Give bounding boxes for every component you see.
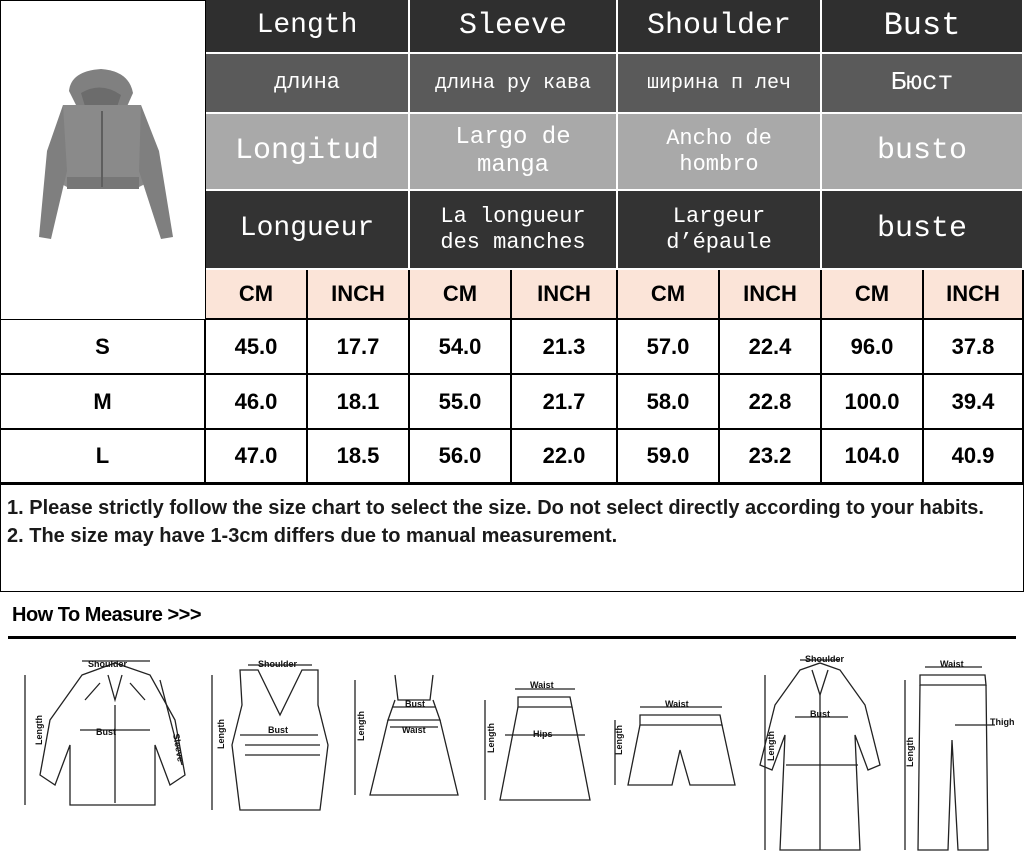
unit-header-1: INCH <box>308 270 410 320</box>
label-waist-3: Waist <box>402 725 426 735</box>
header-row3-col-1: Largo de manga <box>410 114 618 191</box>
label-length-1: Length <box>34 715 44 745</box>
unit-header-3: INCH <box>512 270 618 320</box>
header-row2-col-0: длина <box>206 54 410 114</box>
header-row4-col-2: Largeur d’épaule <box>618 191 822 270</box>
size-value-cell: 100.0 <box>822 375 924 430</box>
size-value-cell: 54.0 <box>410 320 512 375</box>
size-value-cell: 47.0 <box>206 430 308 484</box>
unit-header-4: CM <box>618 270 720 320</box>
label-length-5: Length <box>614 725 624 755</box>
label-waist-5: Waist <box>665 699 689 709</box>
unit-header-5: INCH <box>720 270 822 320</box>
label-length-7: Length <box>905 737 915 767</box>
size-value-cell: 23.2 <box>720 430 822 484</box>
size-value-cell: 55.0 <box>410 375 512 430</box>
measurement-diagrams <box>0 645 1024 865</box>
header-row1-col-0: Length <box>206 0 410 54</box>
size-value-cell: 96.0 <box>822 320 924 375</box>
label-bust-6: Bust <box>810 709 830 719</box>
label-hips-4: Hips <box>533 729 553 739</box>
label-sleeve-1: Sleeve <box>170 732 186 763</box>
unit-header-7: INCH <box>924 270 1024 320</box>
label-shoulder-6: Shoulder <box>805 654 845 664</box>
label-bust-2: Bust <box>268 725 288 735</box>
size-value-cell: 45.0 <box>206 320 308 375</box>
header-row2-col-1: длина ру кава <box>410 54 618 114</box>
note-2: 2. The size may have 1-3cm differs due to manual measurement. <box>7 525 618 547</box>
size-value-cell: 18.5 <box>308 430 410 484</box>
header-row2-col-3: Бюст <box>822 54 1024 114</box>
label-thigh-7: Thigh <box>990 717 1015 727</box>
header-row4-col-3: buste <box>822 191 1024 270</box>
unit-header-2: CM <box>410 270 512 320</box>
label-waist-7: Waist <box>940 659 964 669</box>
label-length-4: Length <box>486 723 496 753</box>
label-waist-4: Waist <box>530 680 554 690</box>
gray-hoodie-illustration <box>1 1 207 321</box>
size-value-cell: 39.4 <box>924 375 1024 430</box>
size-value-cell: 56.0 <box>410 430 512 484</box>
unit-header-0: CM <box>206 270 308 320</box>
how-to-measure-title: How To Measure >>> <box>12 604 202 626</box>
label-length-2: Length <box>216 719 226 749</box>
header-row3-col-3: busto <box>822 114 1024 191</box>
label-shoulder-2: Shoulder <box>258 659 298 669</box>
label-bust-1: Bust <box>96 727 116 737</box>
coat-diagram <box>760 660 880 850</box>
unit-header-6: CM <box>822 270 924 320</box>
tank-diagram <box>212 665 328 810</box>
header-row2-col-2: ширина п леч <box>618 54 822 114</box>
label-length-3: Length <box>356 711 366 741</box>
size-value-cell: 21.3 <box>512 320 618 375</box>
header-row1-col-1: Sleeve <box>410 0 618 54</box>
size-value-cell: 58.0 <box>618 375 720 430</box>
size-value-cell: 22.0 <box>512 430 618 484</box>
size-label: M <box>0 375 206 430</box>
size-value-cell: 37.8 <box>924 320 1024 375</box>
label-bust-3: Bust <box>405 699 425 709</box>
notes-box <box>0 484 1024 592</box>
size-value-cell: 46.0 <box>206 375 308 430</box>
skirt-diagram <box>485 689 590 800</box>
size-value-cell: 22.4 <box>720 320 822 375</box>
size-label: L <box>0 430 206 484</box>
how-to-measure-divider <box>8 636 1016 639</box>
size-value-cell: 17.7 <box>308 320 410 375</box>
dress-diagram <box>355 675 458 795</box>
header-row1-col-2: Shoulder <box>618 0 822 54</box>
shorts-diagram <box>615 707 735 785</box>
size-value-cell: 57.0 <box>618 320 720 375</box>
size-label: S <box>0 320 206 375</box>
header-row3-col-2: Ancho de hombro <box>618 114 822 191</box>
size-value-cell: 18.1 <box>308 375 410 430</box>
header-row3-col-0: Longitud <box>206 114 410 191</box>
size-value-cell: 22.8 <box>720 375 822 430</box>
product-image-cell <box>0 0 206 320</box>
note-1: 1. Please strictly follow the size chart to select the size. Do not select directly according to your habits. <box>7 497 984 519</box>
size-value-cell: 59.0 <box>618 430 720 484</box>
size-value-cell: 40.9 <box>924 430 1024 484</box>
size-value-cell: 104.0 <box>822 430 924 484</box>
header-row4-col-1: La longueur des manches <box>410 191 618 270</box>
header-row4-col-0: Longueur <box>206 191 410 270</box>
trousers-diagram <box>905 667 995 850</box>
label-shoulder-1: Shoulder <box>88 659 128 669</box>
header-row1-col-3: Bust <box>822 0 1024 54</box>
size-value-cell: 21.7 <box>512 375 618 430</box>
label-length-6: Length <box>766 731 776 761</box>
